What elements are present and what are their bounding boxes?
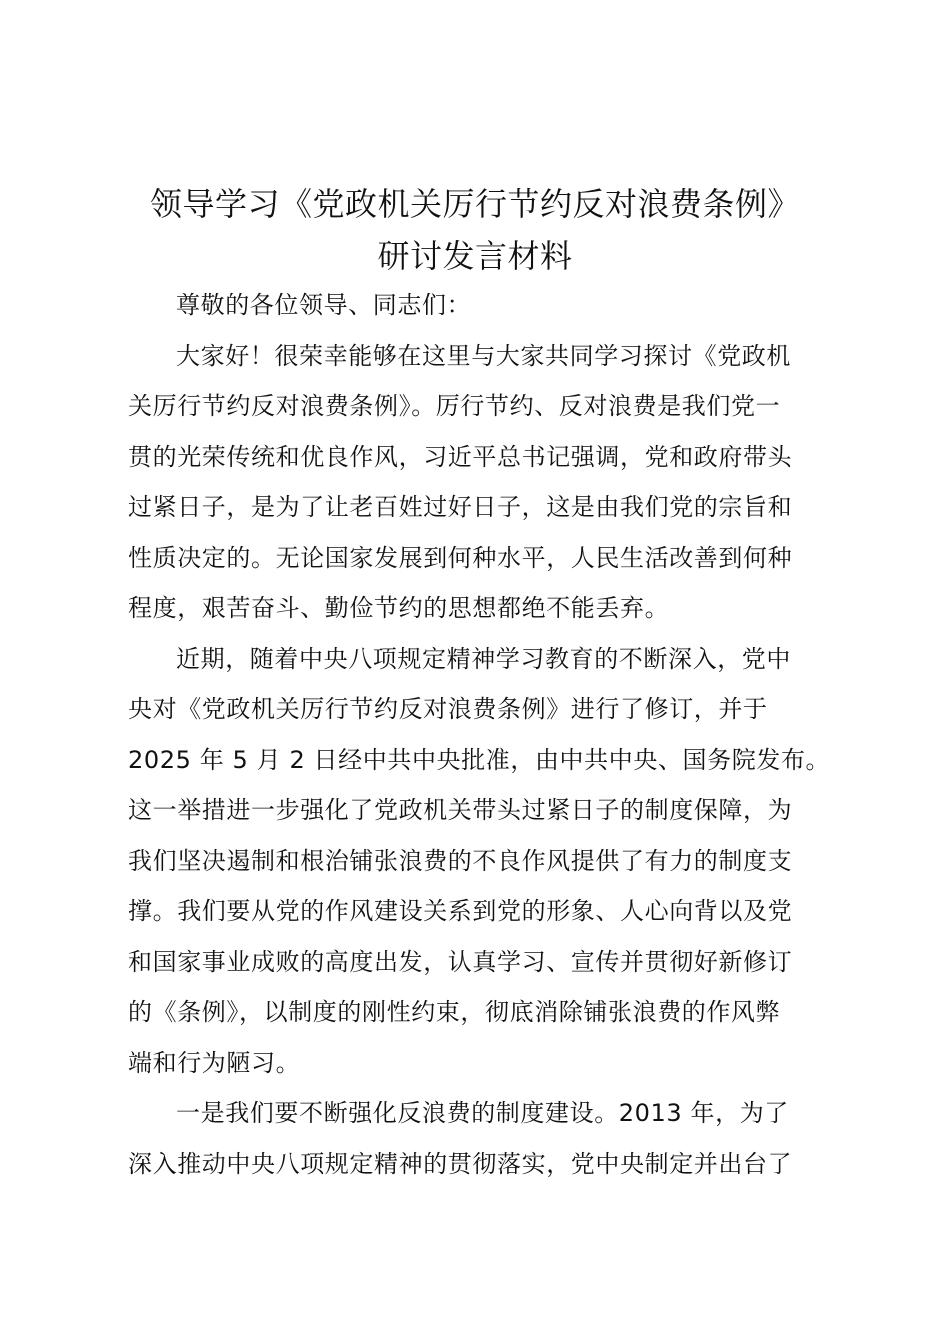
text-line: 这一举措进一步强化了党政机关带头过紧日子的制度保障，为 bbox=[128, 796, 793, 824]
text-line: 我们坚决遏制和根治铺张浪费的不良作风提供了有力的制度支 bbox=[128, 846, 793, 875]
document-title-line-2: 研讨发言材料 bbox=[377, 237, 573, 275]
text-line: 贯的光荣传统和优良作风，习近平总书记强调，党和政府带头 bbox=[128, 442, 793, 471]
text-line: 端和行为陋习。 bbox=[128, 1048, 301, 1077]
text-line: 一是我们要不断强化反浪费的制度建设。2013 年，为了 bbox=[176, 1099, 789, 1127]
text-line: 撑。我们要从党的作风建设关系到党的形象、人心向背以及党 bbox=[128, 897, 793, 925]
text-line: 深入推动中央八项规定精神的贯彻落实，党中央制定并出台了 bbox=[128, 1149, 793, 1178]
text-line: 近期，随着中央八项规定精神学习教育的不断深入，党中 bbox=[176, 644, 791, 673]
text-line: 过紧日子，是为了让老百姓过好日子，这是由我们党的宗旨和 bbox=[128, 493, 793, 521]
document-title-line-1: 领导学习《党政机关厉行节约反对浪费条例》 bbox=[149, 185, 800, 223]
text-line: 和国家事业成败的高度出发，认真学习、宣传并贯彻好新修订 bbox=[128, 947, 793, 976]
document-body bbox=[128, 280, 838, 1189]
text-line: 程度，艰苦奋斗、勤俭节约的思想都绝不能丢弃。 bbox=[128, 594, 670, 622]
text-line: 央对《党政机关厉行节约反对浪费条例》进行了修订，并于 bbox=[128, 695, 768, 723]
text-line: 大家好！很荣幸能够在这里与大家共同学习探讨《党政机 bbox=[176, 341, 791, 370]
text-line: 关厉行节约反对浪费条例》。厉行节约、反对浪费是我们党一 bbox=[128, 392, 781, 420]
text-line: 的《条例》，以制度的刚性约束，彻底消除铺张浪费的作风弊 bbox=[128, 998, 781, 1026]
text-line: 性质决定的。无论国家发展到何种水平，人民生活改善到何种 bbox=[128, 543, 793, 572]
text-line: 尊敬的各位领导、同志们： bbox=[176, 291, 472, 319]
text-line: 2025 年 5 月 2 日经中共中央批准，由中共中央、国务院发布。 bbox=[128, 745, 831, 774]
